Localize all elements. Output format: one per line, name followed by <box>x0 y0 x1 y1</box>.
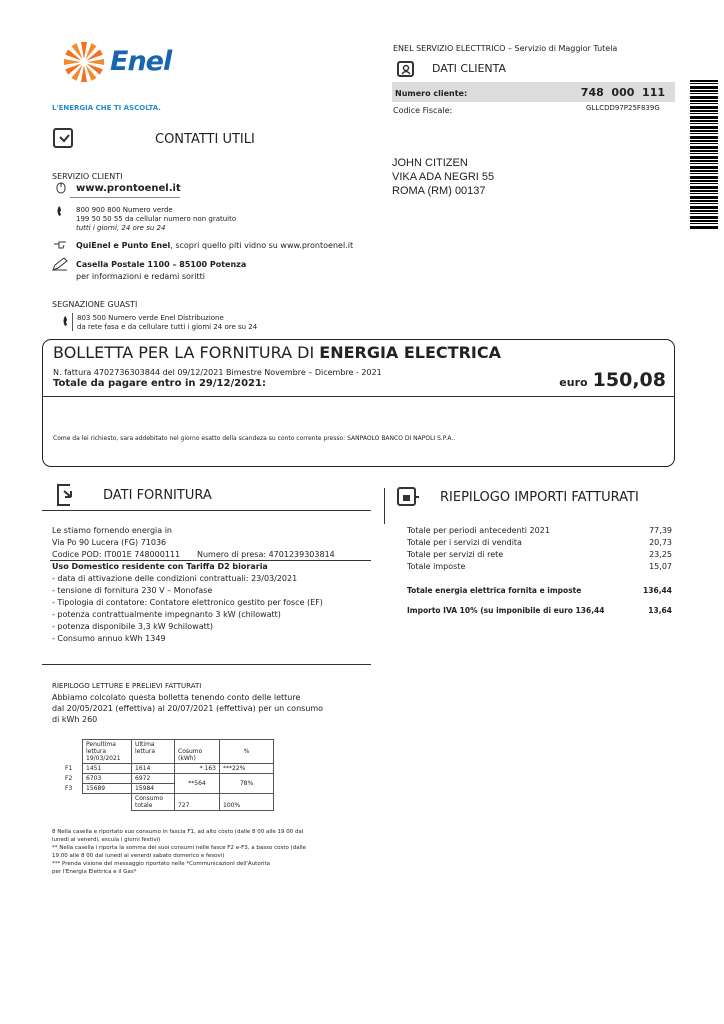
total-label: Consumo totale <box>132 794 175 811</box>
brand-tagline: L'ENERGIA CHE TI ASCOLTA. <box>52 104 161 112</box>
summary-title: RIEPILOGO IMPORTI FATTURATI <box>440 490 639 505</box>
summary-rows <box>407 525 672 617</box>
enel-wordmark: Enel <box>110 46 172 77</box>
supply-title: DATI FORNITURA <box>103 488 212 503</box>
readings-intro-3: di kWh 260 <box>52 715 98 724</box>
footnote-line: lunedi al venerdi, escula i giorni festivi) <box>52 837 161 843</box>
readings-footnotes <box>52 828 306 876</box>
summary-row <box>407 549 672 561</box>
supply-arrow-icon <box>56 483 80 507</box>
supply-presa: Numero di presa: 4701239303814 <box>197 550 335 559</box>
summary-vline <box>384 488 385 524</box>
summary-total-value: 136,44 <box>643 586 672 595</box>
supply-use-type: Uso Domestico residente con Tariffa D2 bioraria <box>52 562 268 571</box>
readings-header-row <box>62 740 274 764</box>
contacts-title: CONTATTI UTILI <box>155 132 255 147</box>
client-card-icon <box>396 59 416 79</box>
readings-table <box>62 739 274 811</box>
summary-row-label: Totale per servizi di rete <box>407 550 504 559</box>
enel-logo <box>56 40 171 84</box>
summary-total-row <box>407 585 672 597</box>
supply-detail-5: - potenza disponibile 3,3 kW 9chilowatt) <box>52 622 213 631</box>
summary-row <box>407 537 672 549</box>
supply-detail-4: - potenza contrattualmente impegnanto 3 kW (chilowatt) <box>52 610 281 619</box>
due-label: Totale da pagare entro in 29/12/2021: <box>53 378 266 389</box>
supply-line-2: Via Po 90 Lucera (FG) 71036 <box>52 538 167 547</box>
header-prev: Penultima lettura 19/03/2021 <box>83 740 132 764</box>
mail-bold: Casella Postale 1100 – 85100 Potenza <box>76 260 247 269</box>
client-name: JOHN CITIZEN <box>392 157 468 169</box>
summary-row-value: 77,39 <box>649 526 672 535</box>
faults-vline <box>72 313 73 331</box>
payment-note: Come da lei richiesto, sara addebitato nel giorno esatto della scandeza su conto corrente presso: SANPAOLO BANCO DI NAPOLI S.P.A.. <box>53 435 456 442</box>
faults-line-1: 803 500 Numero verde Enel Distribuzione <box>77 314 224 322</box>
readings-intro-2: dal 20/05/2021 (effettiva) al 20/07/2021 (effettiva) per un consumo <box>52 704 324 713</box>
header-pct: % <box>220 740 274 764</box>
summary-total-label: Totale energia elettrica fornita e imposte <box>407 586 582 595</box>
fiscal-value: GLLCDD97P25F839G <box>586 104 660 112</box>
mouse-icon <box>56 182 66 194</box>
summary-row <box>407 525 672 537</box>
header-cons: Cosumo (kWh) <box>175 740 220 764</box>
pen-icon <box>52 257 68 271</box>
bill-title <box>53 343 501 362</box>
client-number-bar <box>392 82 675 102</box>
readings-row-f3: F3 15689 15984 <box>62 784 274 794</box>
invoice-line: N. fattura 4702736303844 del 09/12/2021 Bimestre Novembre – Dicembre - 2021 <box>53 368 382 377</box>
phone-line-3: tutti i giorni, 24 ore su 24 <box>76 224 166 232</box>
bill-box <box>42 339 675 467</box>
summary-row-value: 23,25 <box>649 550 672 559</box>
summary-row-label: Totale imposte <box>407 562 466 571</box>
summary-plug-icon <box>396 486 420 508</box>
summary-row-value: 15,07 <box>649 562 672 571</box>
faults-label: SEGNAZIONE GUASTI <box>52 300 138 309</box>
supply-title-rule <box>42 510 371 511</box>
client-address-1: VIKA ADA NEGRI 55 <box>392 171 495 183</box>
bill-divider <box>43 396 674 397</box>
readings-row-f1: F1 1451 1614 * 163 ***22% <box>62 764 274 774</box>
client-address-2: ROMA (RM) 00137 <box>392 185 486 197</box>
amount-currency: euro <box>559 376 588 389</box>
readings-row-f2: F2 6703 6972 **564 78% <box>62 774 274 784</box>
footnote-line: ** Nella casella i riporta la somma dei suoi consumi nelle fasce F2 e-F3, a basso costo (dalle <box>52 845 307 851</box>
footnote-line: per l'Energia Elettrica e il Gas* <box>52 869 137 875</box>
points-rest: , scopri quello piti vidno su www.prontoenel.it <box>170 241 354 250</box>
supply-pod: Codice POD: IT001E 748000111 <box>52 550 181 559</box>
summary-vat-value: 13,64 <box>648 606 672 615</box>
supply-detail-6: - Consumo annuo kWh 1349 <box>52 634 166 643</box>
footnote-line: *** Prenda visione del messaggio riportato nelle *Communicazionl dell'Autorita <box>52 861 271 867</box>
bill-title-bold: ENERGIA ELECTRICA <box>319 343 501 362</box>
supply-line-1: Le stiamo fornendo energia in <box>52 526 172 535</box>
footnote-line: 19.00 alle 8 00 dal lunedi al venerdi sabato domerico e fesovi) <box>52 853 225 859</box>
readings-intro-1: Abbiamo colcolato questa bolletta tenendo conto delle letture <box>52 693 301 702</box>
summary-row-label: Totale per periodi antecedenti 2021 <box>407 526 550 535</box>
summary-vat-label: Importo IVA 10% (su imponibile di euro 136,44 <box>407 606 605 615</box>
faults-phone-icon <box>62 316 70 326</box>
summary-vat-row <box>407 605 672 617</box>
contacts-divider <box>70 197 180 198</box>
barcode <box>690 80 718 230</box>
bill-title-normal: BOLLETTA PER LA FORNITURA DI <box>53 343 320 362</box>
faults-line-2: da rete fasa e da cellulare tutti i giomi 24 ore su 24 <box>77 323 258 331</box>
contacts-icon <box>52 127 76 151</box>
supply-detail-2: - tensione di fornitura 230 V – Monofase <box>52 586 213 595</box>
supply-detail-3: - Tipologia di contatore: Contatore elettronico gestito per fosce (EF) <box>52 598 323 607</box>
phone-line-1: 800 900 800 Numero verde <box>76 206 173 214</box>
summary-row <box>407 561 672 573</box>
points-bold: QuiEnel e Punto Enel <box>76 241 171 250</box>
client-number-value: 748 000 111 <box>580 86 665 99</box>
phone-icon <box>56 205 66 217</box>
amount-value: 150,08 <box>592 369 666 391</box>
mail-rest: per informazioni e redami soritti <box>76 272 205 281</box>
amount-block <box>559 369 666 391</box>
summary-row-value: 20,73 <box>649 538 672 547</box>
supply-bottom-rule <box>42 664 371 665</box>
pointing-hand-icon <box>53 237 67 249</box>
service-label: SERVIZIO CLIENTI <box>52 172 123 181</box>
points-line <box>76 240 353 251</box>
website-link[interactable]: www.prontoenel.it <box>76 183 181 194</box>
fiscal-label: Codice Fiscale: <box>393 106 453 115</box>
client-title: DATI CLIENTA <box>432 62 507 75</box>
footnote-line: 8 Nella casella e riportato suo consumo in fascia F1, ad alto costo (dalle 8 00 alle 19 00 dal <box>52 829 304 835</box>
readings-title: RIEPILOGO LETTURE E PRELIEVI FATTURATI <box>52 682 202 690</box>
readings-total-row: Consumo totale 727 100% <box>62 794 274 811</box>
service-line: ENEL SERVIZIO ELECTTRICO – Servizio di Maggior Tutela <box>393 44 618 53</box>
phone-line-2: 199 50 50 55 da cellular numero non gratuito <box>76 215 237 223</box>
client-number-label: Numero cliente: <box>395 89 468 98</box>
supply-detail-1: - data di attivazione delle condizioni contrattuali: 23/03/2021 <box>52 574 298 583</box>
summary-row-label: Totale per i servizi di vendita <box>407 538 522 547</box>
header-last: Ultima lettura <box>132 740 175 764</box>
